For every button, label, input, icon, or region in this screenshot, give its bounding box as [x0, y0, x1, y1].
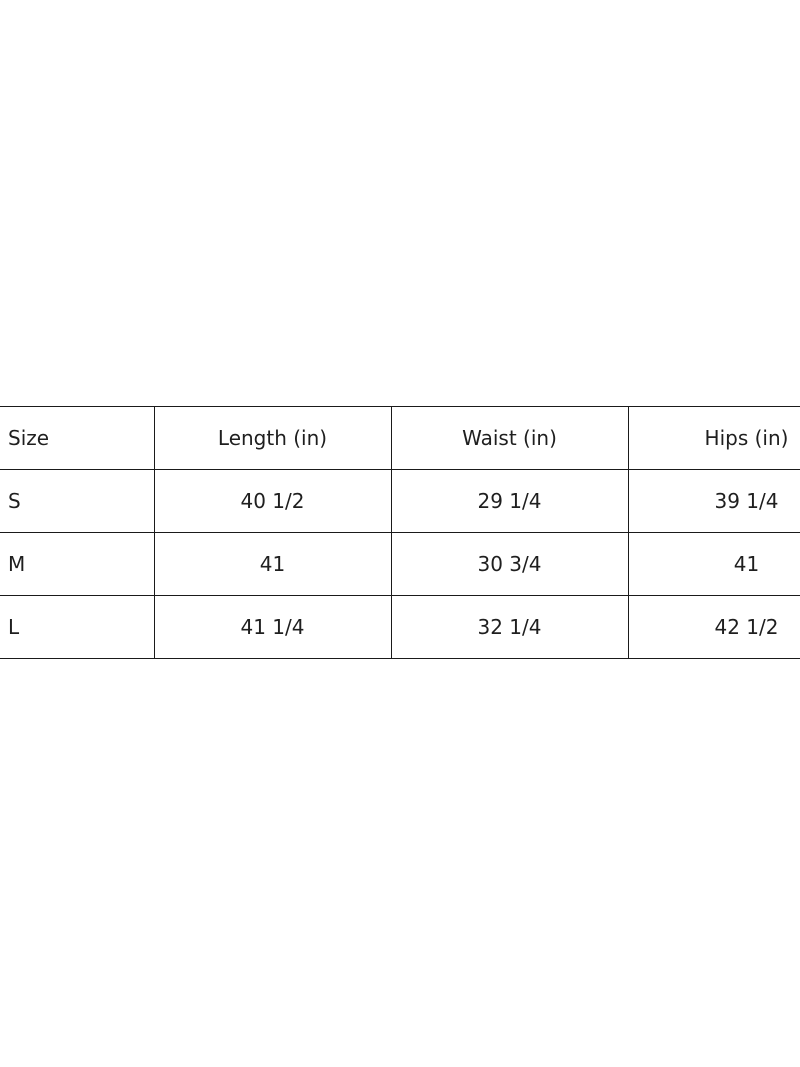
cell-size-s: S — [0, 470, 154, 533]
cell-size-l: L — [0, 596, 154, 659]
cell-hips-m: 41 — [628, 533, 800, 596]
cell-size-m: M — [0, 533, 154, 596]
cell-length-m: 41 — [154, 533, 391, 596]
column-header-waist: Waist (in) — [391, 407, 628, 470]
cell-hips-s: 39 1/4 — [628, 470, 800, 533]
cell-waist-m: 30 3/4 — [391, 533, 628, 596]
cell-length-s: 40 1/2 — [154, 470, 391, 533]
cell-length-l: 41 1/4 — [154, 596, 391, 659]
size-chart-table-wrapper — [0, 406, 800, 659]
table-header-row — [0, 407, 800, 470]
cell-hips-l: 42 1/2 — [628, 596, 800, 659]
column-header-hips: Hips (in) — [628, 407, 800, 470]
table-body — [0, 470, 800, 659]
table-row — [0, 596, 800, 659]
size-chart-table — [0, 406, 800, 659]
cell-waist-s: 29 1/4 — [391, 470, 628, 533]
column-header-size: Size — [0, 407, 154, 470]
column-header-length: Length (in) — [154, 407, 391, 470]
table-header — [0, 407, 800, 470]
table-row — [0, 470, 800, 533]
cell-waist-l: 32 1/4 — [391, 596, 628, 659]
table-row — [0, 533, 800, 596]
